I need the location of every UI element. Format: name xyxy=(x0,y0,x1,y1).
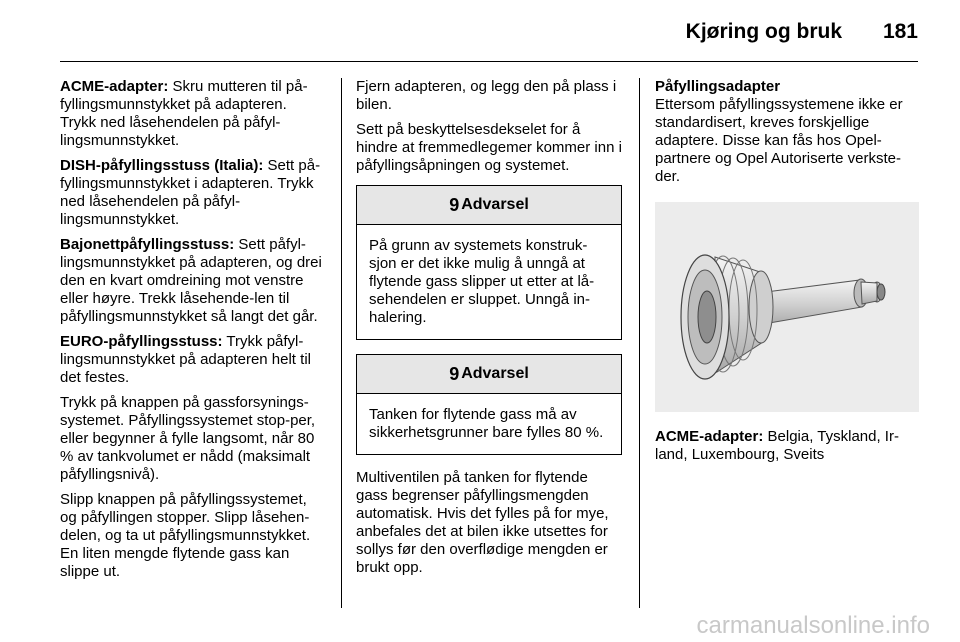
column-right xyxy=(655,78,923,471)
acme-adapter-icon xyxy=(655,202,919,412)
watermark: carmanualsonline.info xyxy=(696,612,930,639)
paragraph-release: Slipp knappen på påfyllingssystemet, og påfyllingen stopper. Slipp låsehen-delen, og ta ut påfyllingsmunnstykket. En liten mengde flytende gass kan slippe ut. xyxy=(60,491,311,580)
page-number: 181 xyxy=(882,20,918,43)
warning-title-1: Advarsel xyxy=(461,196,529,213)
warning-icon: 9 xyxy=(449,195,460,215)
paragraph-bajonett: Bajonettpåfyllingsstuss: Sett påfyl-lingsmunnstykket på adapteren, og drei den en kvart omdreining mot venstre eller høyre. Trekk låsehende-len til påfyllingsmunnstykket så langt det går. xyxy=(60,236,322,325)
paragraph-multivalve: Multiventilen på tanken for flytende gass begrenser påfyllingsmengden automatisk. Hvis det fylles på for mye, anbefales det at bilen ikke utsettes for sollys før den overflødige mengden er brukt opp. xyxy=(356,469,609,576)
warning-header-2 xyxy=(357,355,621,394)
column-divider-2 xyxy=(639,78,640,608)
warning-title-2: Advarsel xyxy=(461,365,529,382)
header-rule xyxy=(60,61,918,62)
warning-icon: 9 xyxy=(449,364,460,384)
column-divider-1 xyxy=(341,78,342,608)
warning-body-1: På grunn av systemets konstruk-sjon er det ikke mulig å unngå at flytende gass slipper ut etter at lå-sehendelen er sluppet. Unngå in-halering. xyxy=(369,237,595,326)
paragraph-button: Trykk på knappen på gassforsynings-systemet. Påfyllingssystemet stop-per, eller begynner å fylle langsomt, når 80 % av tankvolumet er nådd (maksimalt påfyllingsnivå). xyxy=(60,394,316,483)
adapter-illustration xyxy=(655,202,919,412)
paragraph-dish: DISH-påfyllingsstuss (Italia): Sett på-fyllingsmunnstykket i adapteren. Trykk ned låsehendelen på påfyl-lingsmunnstykket. xyxy=(60,157,321,228)
column-left xyxy=(60,78,325,588)
section-heading: Påfyllingsadapter xyxy=(655,78,781,95)
paragraph-remove-adapter: Fjern adapteren, og legg den på plass i bilen. xyxy=(356,78,617,113)
warning-header-1 xyxy=(357,186,621,225)
column-middle xyxy=(356,78,622,584)
paragraph-acme: ACME-adapter: Skru mutteren til på-fyllingsmunnstykket på adapteren. Trykk ned låsehendelen på påfyl-lingsmunnstykket. xyxy=(60,78,308,149)
page-title: Kjøring og bruk xyxy=(685,20,842,43)
figure-caption: ACME-adapter: Belgia, Tyskland, Ir-land, Luxembourg, Sveits xyxy=(655,428,899,463)
page-header xyxy=(0,0,960,62)
paragraph-euro: EURO-påfyllingsstuss: Trykk påfyl-lingsmunnstykket på adapteren helt til det festes. xyxy=(60,333,311,386)
warning-box-1 xyxy=(356,185,622,340)
paragraph-adapters: Ettersom påfyllingssystemene ikke er standardisert, kreves forskjellige adaptere. Disse kan fås hos Opel-partnere og Opel Autoriserte verkste-der. xyxy=(655,96,903,185)
warning-box-2 xyxy=(356,354,622,455)
warning-body-2: Tanken for flytende gass må av sikkerhetsgrunner bare fylles 80 %. xyxy=(369,406,604,441)
paragraph-cover: Sett på beskyttelsesdekselet for å hindre at fremmedlegemer kommer inn i påfyllingsåpningen og systemet. xyxy=(356,121,622,174)
